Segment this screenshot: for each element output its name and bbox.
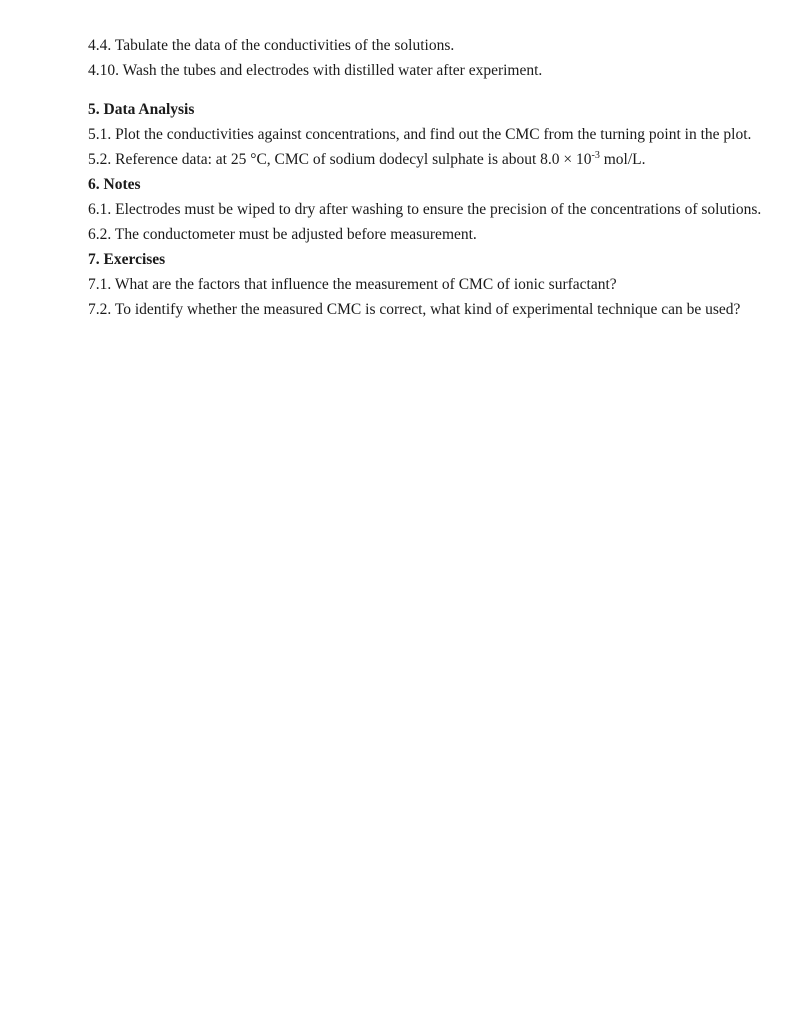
item-4-4: 4.4. Tabulate the data of the conductivities of the solutions. [88, 37, 455, 54]
item-5-2-unit: mol/L. [603, 151, 646, 168]
document-body [88, 33, 768, 322]
section-gap [88, 83, 768, 97]
item-5-1: 5.1. Plot the conductivities against concentrations, and find out the CMC from the turning point in the plot. [88, 126, 752, 143]
item-6-1: 6.1. Electrodes must be wiped to dry after washing to ensure the precision of the concentrations of solutions. [88, 201, 762, 218]
section-heading-notes: 6. Notes [88, 176, 141, 193]
section-heading-exercises: 7. Exercises [88, 251, 166, 268]
item-5-2-text: 5.2. Reference data: at 25 °C, CMC of sodium dodecyl sulphate is about 8.0 × 10 [88, 151, 592, 168]
item-7-1: 7.1. What are the factors that influence the measurement of CMC of ionic surfactant? [88, 276, 617, 293]
item-7-2: 7.2. To identify whether the measured CMC is correct, what kind of experimental technique can be used? [88, 301, 741, 318]
item-5-2 [88, 147, 768, 172]
item-6-2: 6.2. The conductometer must be adjusted before measurement. [88, 226, 477, 243]
item-5-2-exponent: -3 [591, 149, 600, 161]
item-4-10: 4.10. Wash the tubes and electrodes with distilled water after experiment. [88, 62, 543, 79]
section-heading-data-analysis: 5. Data Analysis [88, 101, 195, 118]
